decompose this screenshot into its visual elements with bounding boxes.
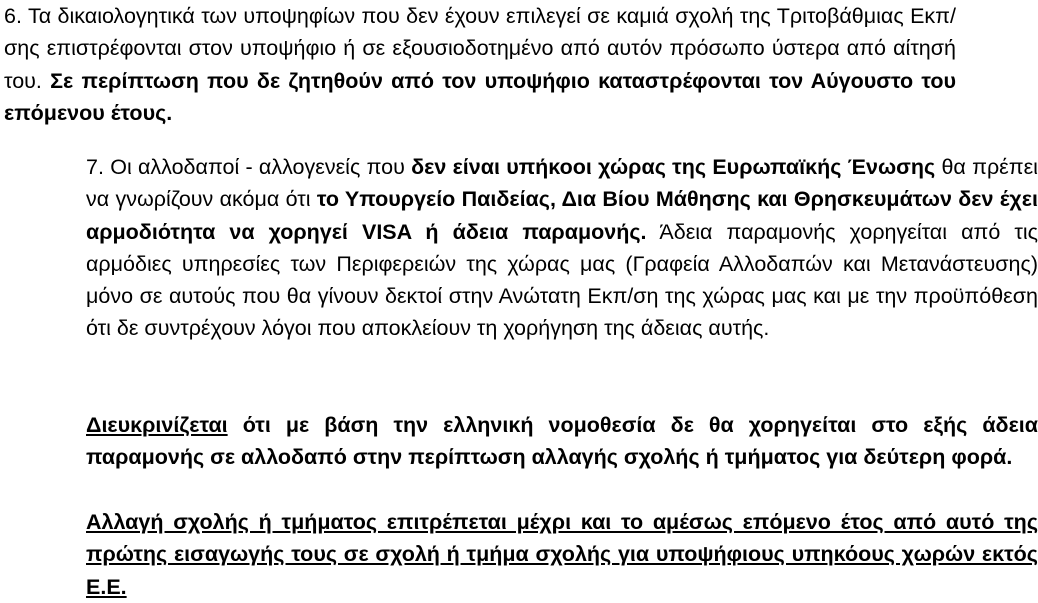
paragraph-7-text-1: Οι αλλοδαποί - αλλογενείς που — [110, 155, 405, 179]
clarification-paragraph — [4, 409, 1038, 474]
paragraph-6-bold-text: Σε περίπτωση που δε ζητηθούν από τον υποψήφιο καταστρέφονται τον Αύγουστο του επόμενου έτους. — [4, 68, 956, 125]
paragraph-7-bold-2: το Υπουργείο Παιδείας, Δια Βίου Μάθησης και Θρησκευμάτων δεν έχει αρμοδιότητα να χορηγεί VISA ή άδεια παραμονής. — [86, 187, 1038, 244]
change-notice-text: Αλλαγή σχολής ή τμήματος επιτρέπεται μέχρι και το αμέσως επόμενο έτος από αυτό της πρώτης εισαγωγής τους σε σχολή ή τμήμα σχολής για υποψήφιους υπηκόους χωρών εκτός Ε.Ε. — [86, 510, 1038, 599]
paragraph-7 — [4, 151, 1038, 345]
clarification-underlined-word: Διευκρινίζεται — [86, 413, 228, 437]
paragraph-6-text: Τα δικαιολογητικά των υποψηφίων που δεν έχουν επιλεγεί σε καμιά σχολή της Τριτοβάθμιας Εκπ/σης επιστρέφονται στον υποψήφιο ή σε εξουσιοδοτημένο από αυτόν πρόσωπο ύστερα από αίτησή του. — [4, 4, 956, 93]
change-notice-paragraph — [4, 506, 1038, 603]
document-page — [4, 0, 1038, 599]
paragraph-7-bold-1: δεν είναι υπήκοοι χώρας της Ευρωπαϊκής Ένωσης — [411, 155, 936, 179]
paragraph-7-text-2: θα πρέπει να γνωρίζουν ακόμα ότι — [86, 155, 1038, 212]
paragraph-7-number: 7. — [86, 155, 104, 179]
clarification-bold-text: ότι με βάση την ελληνική νομοθεσία δε θα χορηγείται στο εξής άδεια παραμονής σε αλλοδαπό στην περίπτωση αλλαγής σχολής ή τμήματος για δεύτερη φορά. — [86, 413, 1038, 470]
paragraph-6-number: 6. — [4, 4, 22, 28]
paragraph-7-text-3: Άδεια παραμονής χορηγείται από τις αρμόδιες υπηρεσίες των Περιφερειών της χώρας μας (Γραφεία Αλλοδαπών και Μετανάστευσης) μόνο σε αυτούς που θα γίνουν δεκτοί στην Ανώτατη Εκπ/ση της χώρας μας και με την προϋπόθεση ότι δε συντρέχουν λόγοι που αποκλείουν τη χορήγηση της άδειας αυτής. — [86, 219, 1038, 341]
paragraph-6 — [4, 0, 956, 129]
